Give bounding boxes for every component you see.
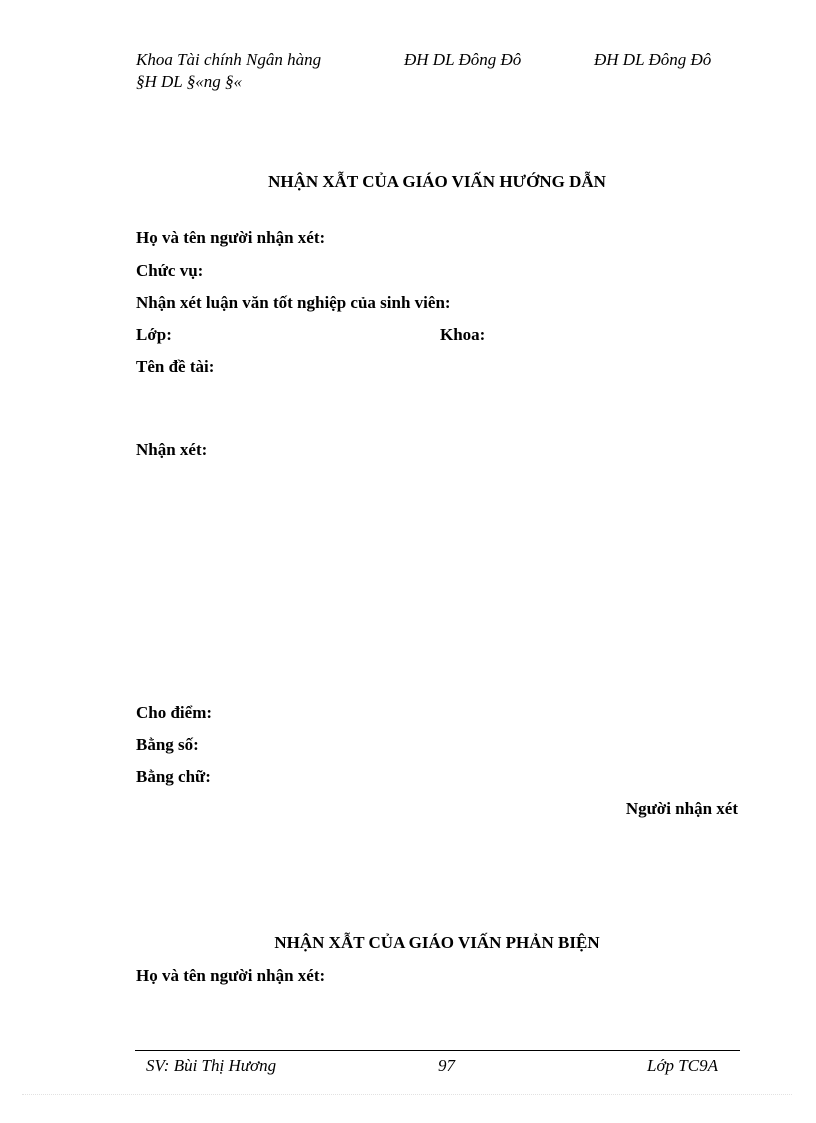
faculty-label: Khoa:	[440, 325, 486, 344]
header-garbled-line: §H DL §«ng §«	[136, 72, 242, 91]
section1-title: NHẬN XẪT CỦA GIÁO VIẤN HƯỚNG DẪN	[268, 172, 606, 191]
topic-label: Tên đề tài:	[136, 357, 215, 376]
header-university: ĐH DL Đông Đô	[404, 50, 522, 69]
score-label: Cho điểm:	[136, 703, 213, 722]
footer-rule	[135, 1050, 740, 1051]
footer-page-number: 97	[438, 1056, 455, 1075]
header-university-right: ĐH DL Đông Đô	[594, 50, 712, 69]
thesis-comment-label: Nhận xét luận văn tốt nghiệp của sinh viên:	[136, 293, 451, 312]
position-label: Chức vụ:	[136, 261, 204, 280]
header-faculty: Khoa Tài chính Ngân hàng	[136, 50, 322, 69]
opponent-name-label: Họ và tên người nhận xét:	[136, 966, 326, 985]
section2-title: NHẬN XẪT CỦA GIÁO VIẤN PHẢN BIỆN	[274, 933, 600, 952]
signer-label: Người nhận xét	[625, 799, 738, 818]
class-label: Lớp:	[136, 325, 172, 344]
footer-student: SV: Bùi Thị Hương	[146, 1056, 277, 1075]
score-words-label: Bằng chữ:	[136, 767, 211, 786]
footer-class: Lớp TC9A	[647, 1056, 718, 1075]
comment-label: Nhận xét:	[136, 440, 208, 459]
page-bottom-dotted-line	[22, 1094, 792, 1095]
score-number-label: Bằng số:	[136, 735, 199, 754]
reviewer-name-label: Họ và tên người nhận xét:	[136, 228, 326, 247]
